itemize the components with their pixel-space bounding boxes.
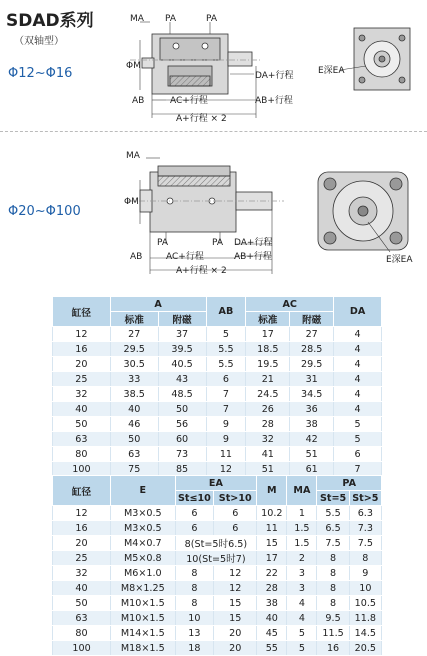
cell: M3×0.5 [111, 521, 176, 536]
bore-range-small: Φ12~Φ16 [8, 66, 73, 81]
cell: 1.5 [287, 521, 317, 536]
t2-header-bore: 缸径 [53, 476, 111, 506]
t2-header-pa: PA [317, 476, 382, 491]
cell: M4×0.7 [111, 536, 176, 551]
cell: 80 [53, 447, 111, 462]
cell: 29.5 [110, 342, 158, 357]
cell: M10×1.5 [111, 611, 176, 626]
cell: 12 [53, 327, 111, 342]
cell: M8×1.25 [111, 581, 176, 596]
t2-header-ea: EA [175, 476, 257, 491]
cell: 1.5 [287, 536, 317, 551]
cell: 30.5 [110, 357, 158, 372]
cell: 8 [317, 596, 349, 611]
cell: 48.5 [158, 387, 206, 402]
cell: 50 [53, 417, 111, 432]
cell: 73 [158, 447, 206, 462]
cell: 38 [290, 417, 334, 432]
cell: 39.5 [158, 342, 206, 357]
cell: 22 [257, 566, 287, 581]
cell: 10.2 [257, 506, 287, 521]
d1-label-phim: ΦM [126, 61, 141, 71]
d1-label-ma: MA [130, 14, 144, 24]
cell: 7 [206, 402, 246, 417]
cell: 17 [257, 551, 287, 566]
cell: 15 [214, 611, 257, 626]
cell: 7.5 [317, 536, 349, 551]
cell: 38.5 [110, 387, 158, 402]
cell: 5 [287, 641, 317, 656]
t1-header-ac-std: 标准 [246, 312, 290, 327]
cell: 4 [334, 372, 382, 387]
cell: 3 [287, 581, 317, 596]
cell: 50 [110, 432, 158, 447]
t1-header-ab: AB [206, 297, 246, 327]
cell: 100 [53, 641, 111, 656]
cell: 6 [214, 521, 257, 536]
cell: 40.5 [158, 357, 206, 372]
cell: M18×1.5 [111, 641, 176, 656]
t2-header-st-gt-10: St>10 [214, 491, 257, 506]
cell: 40 [53, 581, 111, 596]
cell: 21 [246, 372, 290, 387]
table-row [53, 506, 382, 521]
cell: 1 [287, 506, 317, 521]
d1-label-ab: AB [132, 96, 145, 106]
cell: 2 [287, 551, 317, 566]
cell: 63 [53, 611, 111, 626]
cell: 3 [287, 566, 317, 581]
cell: 4 [334, 327, 382, 342]
t2-header-st-le-10: St≤10 [175, 491, 214, 506]
cell: 28 [246, 417, 290, 432]
cell: 12 [214, 581, 257, 596]
d1-label-pa-2: PA [206, 14, 218, 24]
cell: 45 [257, 626, 287, 641]
cell: 63 [110, 447, 158, 462]
cell: 43 [158, 372, 206, 387]
cell: 51 [290, 447, 334, 462]
d2-label-da-stroke: DA+行程 [234, 238, 273, 248]
cell: 100 [53, 462, 111, 477]
cell: 4 [334, 402, 382, 417]
cell: 11 [206, 447, 246, 462]
cell: 75 [110, 462, 158, 477]
t2-header-st-eq-5: St=5 [317, 491, 349, 506]
bore-range-large: Φ20~Φ100 [8, 204, 81, 219]
d1-label-da-stroke: DA+行程 [255, 71, 294, 81]
d2-label-a-stroke-2: A+行程 × 2 [176, 266, 227, 276]
table-row [53, 521, 382, 536]
cell: 46 [110, 417, 158, 432]
cell: 18 [175, 641, 214, 656]
cell: 20 [53, 357, 111, 372]
cell: 34.5 [290, 387, 334, 402]
cell: 10 [349, 581, 381, 596]
cell: 5.5 [206, 342, 246, 357]
cell: 51 [246, 462, 290, 477]
d1-label-ac-stroke: AC+行程 [170, 96, 208, 106]
table-row [53, 432, 382, 447]
cell: 9 [349, 566, 381, 581]
t1-header-a: A [110, 297, 206, 312]
d2-label-pa-1: PA [157, 238, 169, 248]
cell: 8 [175, 566, 214, 581]
cell: 56 [158, 417, 206, 432]
cell: 50 [53, 596, 111, 611]
table-row [53, 357, 382, 372]
cell: 8 [317, 551, 349, 566]
t1-header-da: DA [334, 297, 382, 327]
cell: 12 [53, 506, 111, 521]
cell: 4 [287, 596, 317, 611]
d2-label-e-depth: E深EA [386, 255, 413, 265]
cell: 14.5 [349, 626, 381, 641]
t1-header-bore: 缸径 [53, 297, 111, 327]
cell: 6.5 [317, 521, 349, 536]
cell: 4 [287, 611, 317, 626]
d1-label-a-stroke-2: A+行程 × 2 [176, 114, 227, 124]
cell: 37 [158, 327, 206, 342]
cell: 4 [334, 387, 382, 402]
table-row [53, 536, 382, 551]
cell: 28 [257, 581, 287, 596]
cell: 5 [334, 432, 382, 447]
cell: 6 [175, 521, 214, 536]
cell: 6.3 [349, 506, 381, 521]
side-view-large [128, 166, 284, 232]
cell: 31 [290, 372, 334, 387]
table-row [53, 641, 382, 656]
cell: 9.5 [317, 611, 349, 626]
d2-label-ab-stroke: AB+行程 [234, 252, 272, 262]
cell: 25 [53, 551, 111, 566]
cell: 11 [257, 521, 287, 536]
cell: 20.5 [349, 641, 381, 656]
d2-label-ma: MA [126, 151, 140, 161]
cell: 7.3 [349, 521, 381, 536]
table-row [53, 626, 382, 641]
table-row [53, 387, 382, 402]
cell: 5 [206, 327, 246, 342]
cell: 36 [290, 402, 334, 417]
cell: 7 [334, 462, 382, 477]
page-subtitle: （双轴型） [14, 36, 64, 47]
cell: M3×0.5 [111, 506, 176, 521]
t2-header-st-gt-5: St>5 [349, 491, 381, 506]
cell: 85 [158, 462, 206, 477]
table-row [53, 551, 382, 566]
cell: 6 [214, 506, 257, 521]
table-row [53, 402, 382, 417]
cell: 5 [287, 626, 317, 641]
cell: 32 [53, 387, 111, 402]
d2-label-pa-2: PA [212, 238, 224, 248]
d1-label-e-depth: E深EA [318, 66, 345, 76]
cell: 6 [175, 506, 214, 521]
t2-header-e: E [111, 476, 176, 506]
cell: 12 [214, 566, 257, 581]
cell: 12 [206, 462, 246, 477]
cell: 15 [257, 536, 287, 551]
cell: 61 [290, 462, 334, 477]
cell: 16 [317, 641, 349, 656]
cell: 10 [175, 611, 214, 626]
cell: 8 [175, 596, 214, 611]
cell: 10.5 [349, 596, 381, 611]
table-row [53, 447, 382, 462]
table-row [53, 596, 382, 611]
cell: 11.8 [349, 611, 381, 626]
cell: 20 [214, 641, 257, 656]
t1-header-ac-mag: 附磁 [290, 312, 334, 327]
cell: M5×0.8 [111, 551, 176, 566]
cell: 80 [53, 626, 111, 641]
cell: 25 [53, 372, 111, 387]
dimension-table-2 [52, 475, 382, 656]
cell: 7 [206, 387, 246, 402]
cell: 50 [158, 402, 206, 417]
table-row [53, 611, 382, 626]
cell: 40 [110, 402, 158, 417]
end-view-small [340, 28, 410, 90]
cell: 6 [206, 372, 246, 387]
d1-label-ab-stroke: AB+行程 [255, 96, 293, 106]
cell: 11.5 [317, 626, 349, 641]
cell: 4 [334, 342, 382, 357]
cell: 15 [214, 596, 257, 611]
cell: 8 [349, 551, 381, 566]
cell: 20 [53, 536, 111, 551]
table-row [53, 581, 382, 596]
t2-header-ma: MA [287, 476, 317, 506]
cell: 8 [175, 581, 214, 596]
cell: 7.5 [349, 536, 381, 551]
cell: 4 [334, 357, 382, 372]
table-row [53, 327, 382, 342]
cell: 5 [334, 417, 382, 432]
cell: M6×1.0 [111, 566, 176, 581]
table-row [53, 372, 382, 387]
cell: 19.5 [246, 357, 290, 372]
cell: 38 [257, 596, 287, 611]
t1-header-a-mag: 附磁 [158, 312, 206, 327]
t1-header-a-std: 标准 [110, 312, 158, 327]
cell: 40 [257, 611, 287, 626]
cell: M14×1.5 [111, 626, 176, 641]
cell: 32 [246, 432, 290, 447]
t1-header-ac: AC [246, 297, 334, 312]
dimension-table-1 [52, 296, 382, 477]
page-title: SDAD系列 [6, 11, 94, 31]
cell: 9 [206, 417, 246, 432]
cell: 17 [246, 327, 290, 342]
end-view-large [318, 172, 408, 252]
cell: M10×1.5 [111, 596, 176, 611]
side-view-small [130, 34, 260, 94]
cell: 5.5 [317, 506, 349, 521]
t2-header-m: M [257, 476, 287, 506]
cell: 8 [317, 566, 349, 581]
d2-label-ab: AB [130, 252, 143, 262]
cell: 20 [214, 626, 257, 641]
cell: 8(St=5时6.5) [175, 536, 257, 551]
d1-label-pa-1: PA [165, 14, 177, 24]
cell: 29.5 [290, 357, 334, 372]
table-row [53, 417, 382, 432]
cell: 55 [257, 641, 287, 656]
dimension-drawings [0, 0, 427, 296]
cell: 40 [53, 402, 111, 417]
table-row [53, 566, 382, 581]
cell: 24.5 [246, 387, 290, 402]
cell: 33 [110, 372, 158, 387]
cell: 9 [206, 432, 246, 447]
d2-label-ac-stroke: AC+行程 [166, 252, 204, 262]
cell: 16 [53, 521, 111, 536]
cell: 5.5 [206, 357, 246, 372]
cell: 27 [290, 327, 334, 342]
table-row [53, 342, 382, 357]
cell: 18.5 [246, 342, 290, 357]
cell: 41 [246, 447, 290, 462]
cell: 60 [158, 432, 206, 447]
cell: 6 [334, 447, 382, 462]
cell: 8 [317, 581, 349, 596]
cell: 10(St=5时7) [175, 551, 257, 566]
cell: 13 [175, 626, 214, 641]
cell: 26 [246, 402, 290, 417]
cell: 16 [53, 342, 111, 357]
cell: 27 [110, 327, 158, 342]
d2-label-phim: ΦM [124, 197, 139, 207]
cell: 42 [290, 432, 334, 447]
cell: 28.5 [290, 342, 334, 357]
cell: 32 [53, 566, 111, 581]
cell: 63 [53, 432, 111, 447]
